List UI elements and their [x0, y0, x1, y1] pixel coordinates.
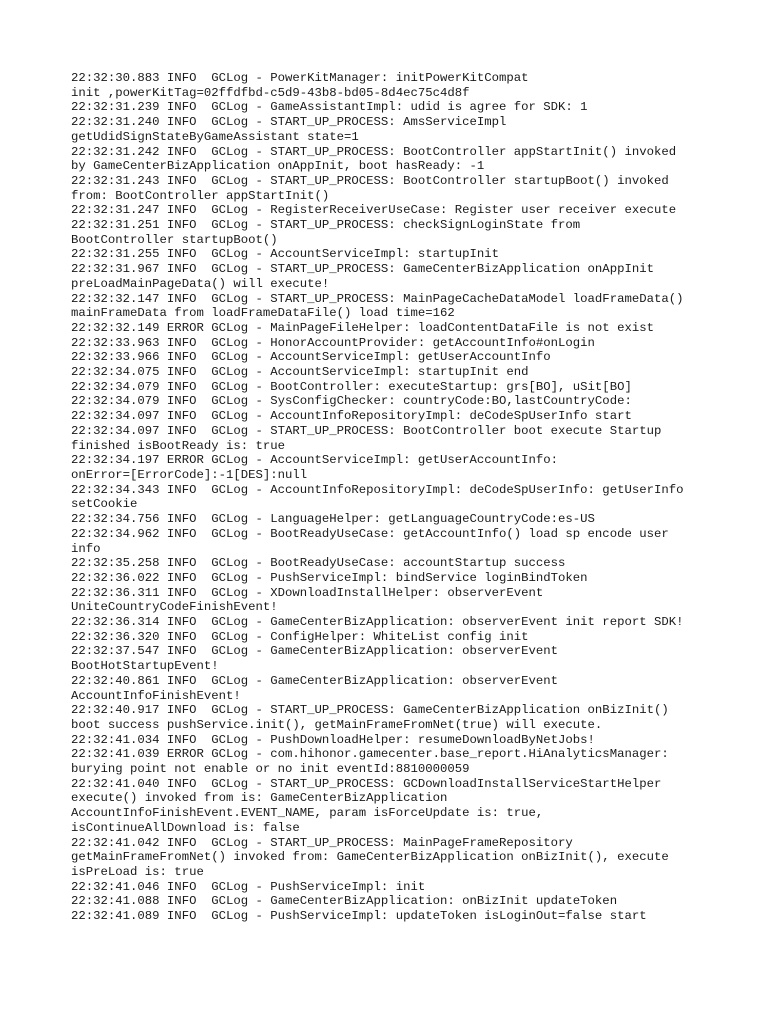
log-line: 22:32:30.883 INFO GCLog - PowerKitManager: initPowerKitCompat: [71, 71, 529, 85]
log-line: 22:32:31.239 INFO GCLog - GameAssistantImpl: udid is agree for SDK: 1: [71, 100, 588, 115]
log-line: 22:32:41.040 INFO GCLog - START_UP_PROCESS: GCDownloadInstallServiceStartHelper: [71, 776, 662, 791]
log-line: info: [71, 541, 101, 556]
log-line: 22:32:36.022 INFO GCLog - PushServiceImpl: bindService loginBindToken: [71, 570, 588, 585]
log-line: BootHotStartupEvent!: [71, 659, 219, 674]
log-line: isContinueAllDownload is: false: [71, 820, 300, 835]
log-line: AccountInfoFinishEvent!: [71, 688, 241, 703]
log-line: 22:32:34.962 INFO GCLog - BootReadyUseCase: getAccountInfo() load sp encode user: [71, 526, 669, 541]
log-line: 22:32:34.343 INFO GCLog - AccountInfoRepositoryImpl: deCodeSpUserInfo: getUserInfo: [71, 482, 684, 497]
log-line: 22:32:31.240 INFO GCLog - START_UP_PROCESS: AmsServiceImpl: [71, 115, 507, 130]
log-line: execute() invoked from is: GameCenterBizApplication: [71, 791, 448, 806]
log-line: setCookie: [71, 497, 138, 512]
log-line: 22:32:36.320 INFO GCLog - ConfigHelper: WhiteList config init: [71, 629, 529, 644]
log-line: 22:32:41.034 INFO GCLog - PushDownloadHelper: resumeDownloadByNetJobs!: [71, 732, 595, 747]
log-line: onError=[ErrorCode]:-1[DES]:null: [71, 467, 308, 482]
log-line: from: BootController appStartInit(): [71, 188, 330, 203]
log-line: UniteCountryCodeFinishEvent!: [71, 600, 278, 615]
log-line: BootController startupBoot(): [71, 232, 278, 247]
log-line: isPreLoad is: true: [71, 864, 204, 879]
log-line: burying point not enable or no init eventId:8810000059: [71, 762, 470, 777]
log-line: 22:32:40.917 INFO GCLog - START_UP_PROCESS: GameCenterBizApplication onBizInit(): [71, 703, 669, 718]
log-line: 22:32:31.251 INFO GCLog - START_UP_PROCESS: checkSignLoginState from: [71, 218, 581, 233]
log-line: 22:32:31.247 INFO GCLog - RegisterReceiverUseCase: Register user receiver execute: [71, 203, 677, 218]
log-line: 22:32:31.967 INFO GCLog - START_UP_PROCESS: GameCenterBizApplication onAppInit: [71, 262, 654, 277]
log-line: finished isBootReady is: true: [71, 438, 286, 453]
log-line: 22:32:34.079 INFO GCLog - BootController: executeStartup: grs[BO], uSit[BO]: [71, 379, 632, 394]
log-line: 22:32:31.255 INFO GCLog - AccountServiceImpl: startupInit: [71, 247, 500, 262]
log-line: 22:32:41.039 ERROR GCLog - com.hihonor.gamecenter.base_report.HiAnalyticsManager:: [71, 747, 669, 762]
log-line: 22:32:35.258 INFO GCLog - BootReadyUseCase: accountStartup success: [71, 556, 566, 571]
log-line: 22:32:34.197 ERROR GCLog - AccountServiceImpl: getUserAccountInfo:: [71, 453, 559, 468]
log-line: 22:32:41.088 INFO GCLog - GameCenterBizApplication: onBizInit updateToken: [71, 894, 618, 909]
log-line: 22:32:34.079 INFO GCLog - SysConfigChecker: countryCode:BO,lastCountryCode:: [71, 394, 632, 409]
log-line: 22:32:36.311 INFO GCLog - XDownloadInstallHelper: observerEvent: [71, 585, 544, 600]
log-line: 22:32:32.147 INFO GCLog - START_UP_PROCESS: MainPageCacheDataModel loadFrameData(): [71, 291, 684, 306]
log-line: boot success pushService.init(), getMainFrameFromNet(true) will execute.: [71, 717, 603, 732]
log-line: 22:32:34.097 INFO GCLog - START_UP_PROCESS: BootController boot execute Startup: [71, 423, 662, 438]
log-line: 22:32:34.075 INFO GCLog - AccountServiceImpl: startupInit end: [71, 365, 529, 380]
log-line: 22:32:33.966 INFO GCLog - AccountServiceImpl: getUserAccountInfo: [71, 350, 551, 365]
log-line: 22:32:31.242 INFO GCLog - START_UP_PROCESS: BootController appStartInit() invoked: [71, 144, 677, 159]
log-line: 22:32:37.547 INFO GCLog - GameCenterBizApplication: observerEvent: [71, 644, 559, 659]
log-line: 22:32:34.756 INFO GCLog - LanguageHelper: getLanguageCountryCode:es-US: [71, 512, 595, 527]
log-line: preLoadMainPageData() will execute!: [71, 276, 330, 291]
log-line: init ,powerKitTag=02ffdfbd-c5d9-43b8-bd05-8d4ec75c4d8f: [71, 85, 470, 100]
log-line: 22:32:41.089 INFO GCLog - PushServiceImpl: updateToken isLoginOut=false start: [71, 909, 647, 924]
log-line: 22:32:33.963 INFO GCLog - HonorAccountProvider: getAccountInfo#onLogin: [71, 335, 595, 350]
log-line: 22:32:31.243 INFO GCLog - START_UP_PROCESS: BootController startupBoot() invoked: [71, 173, 669, 188]
log-line: getMainFrameFromNet() invoked from: GameCenterBizApplication onBizInit(), execute: [71, 850, 669, 865]
log-line: by GameCenterBizApplication onAppInit, boot hasReady: -1: [71, 159, 485, 174]
log-line: 22:32:40.861 INFO GCLog - GameCenterBizApplication: observerEvent: [71, 673, 559, 688]
log-line: getUdidSignStateByGameAssistant state=1: [71, 129, 359, 144]
log-text-block: [71, 71, 711, 924]
log-line: AccountInfoFinishEvent.EVENT_NAME, param isForceUpdate is: true,: [71, 806, 544, 821]
log-line: 22:32:41.046 INFO GCLog - PushServiceImpl: init: [71, 879, 426, 894]
log-line: 22:32:34.097 INFO GCLog - AccountInfoRepositoryImpl: deCodeSpUserInfo start: [71, 409, 632, 424]
log-line: mainFrameData from loadFrameDataFile() load time=162: [71, 306, 455, 321]
log-line: 22:32:32.149 ERROR GCLog - MainPageFileHelper: loadContentDataFile is not exist: [71, 320, 654, 335]
log-line: 22:32:36.314 INFO GCLog - GameCenterBizApplication: observerEvent init report SDK!: [71, 615, 684, 630]
log-line: 22:32:41.042 INFO GCLog - START_UP_PROCESS: MainPageFrameRepository: [71, 835, 573, 850]
